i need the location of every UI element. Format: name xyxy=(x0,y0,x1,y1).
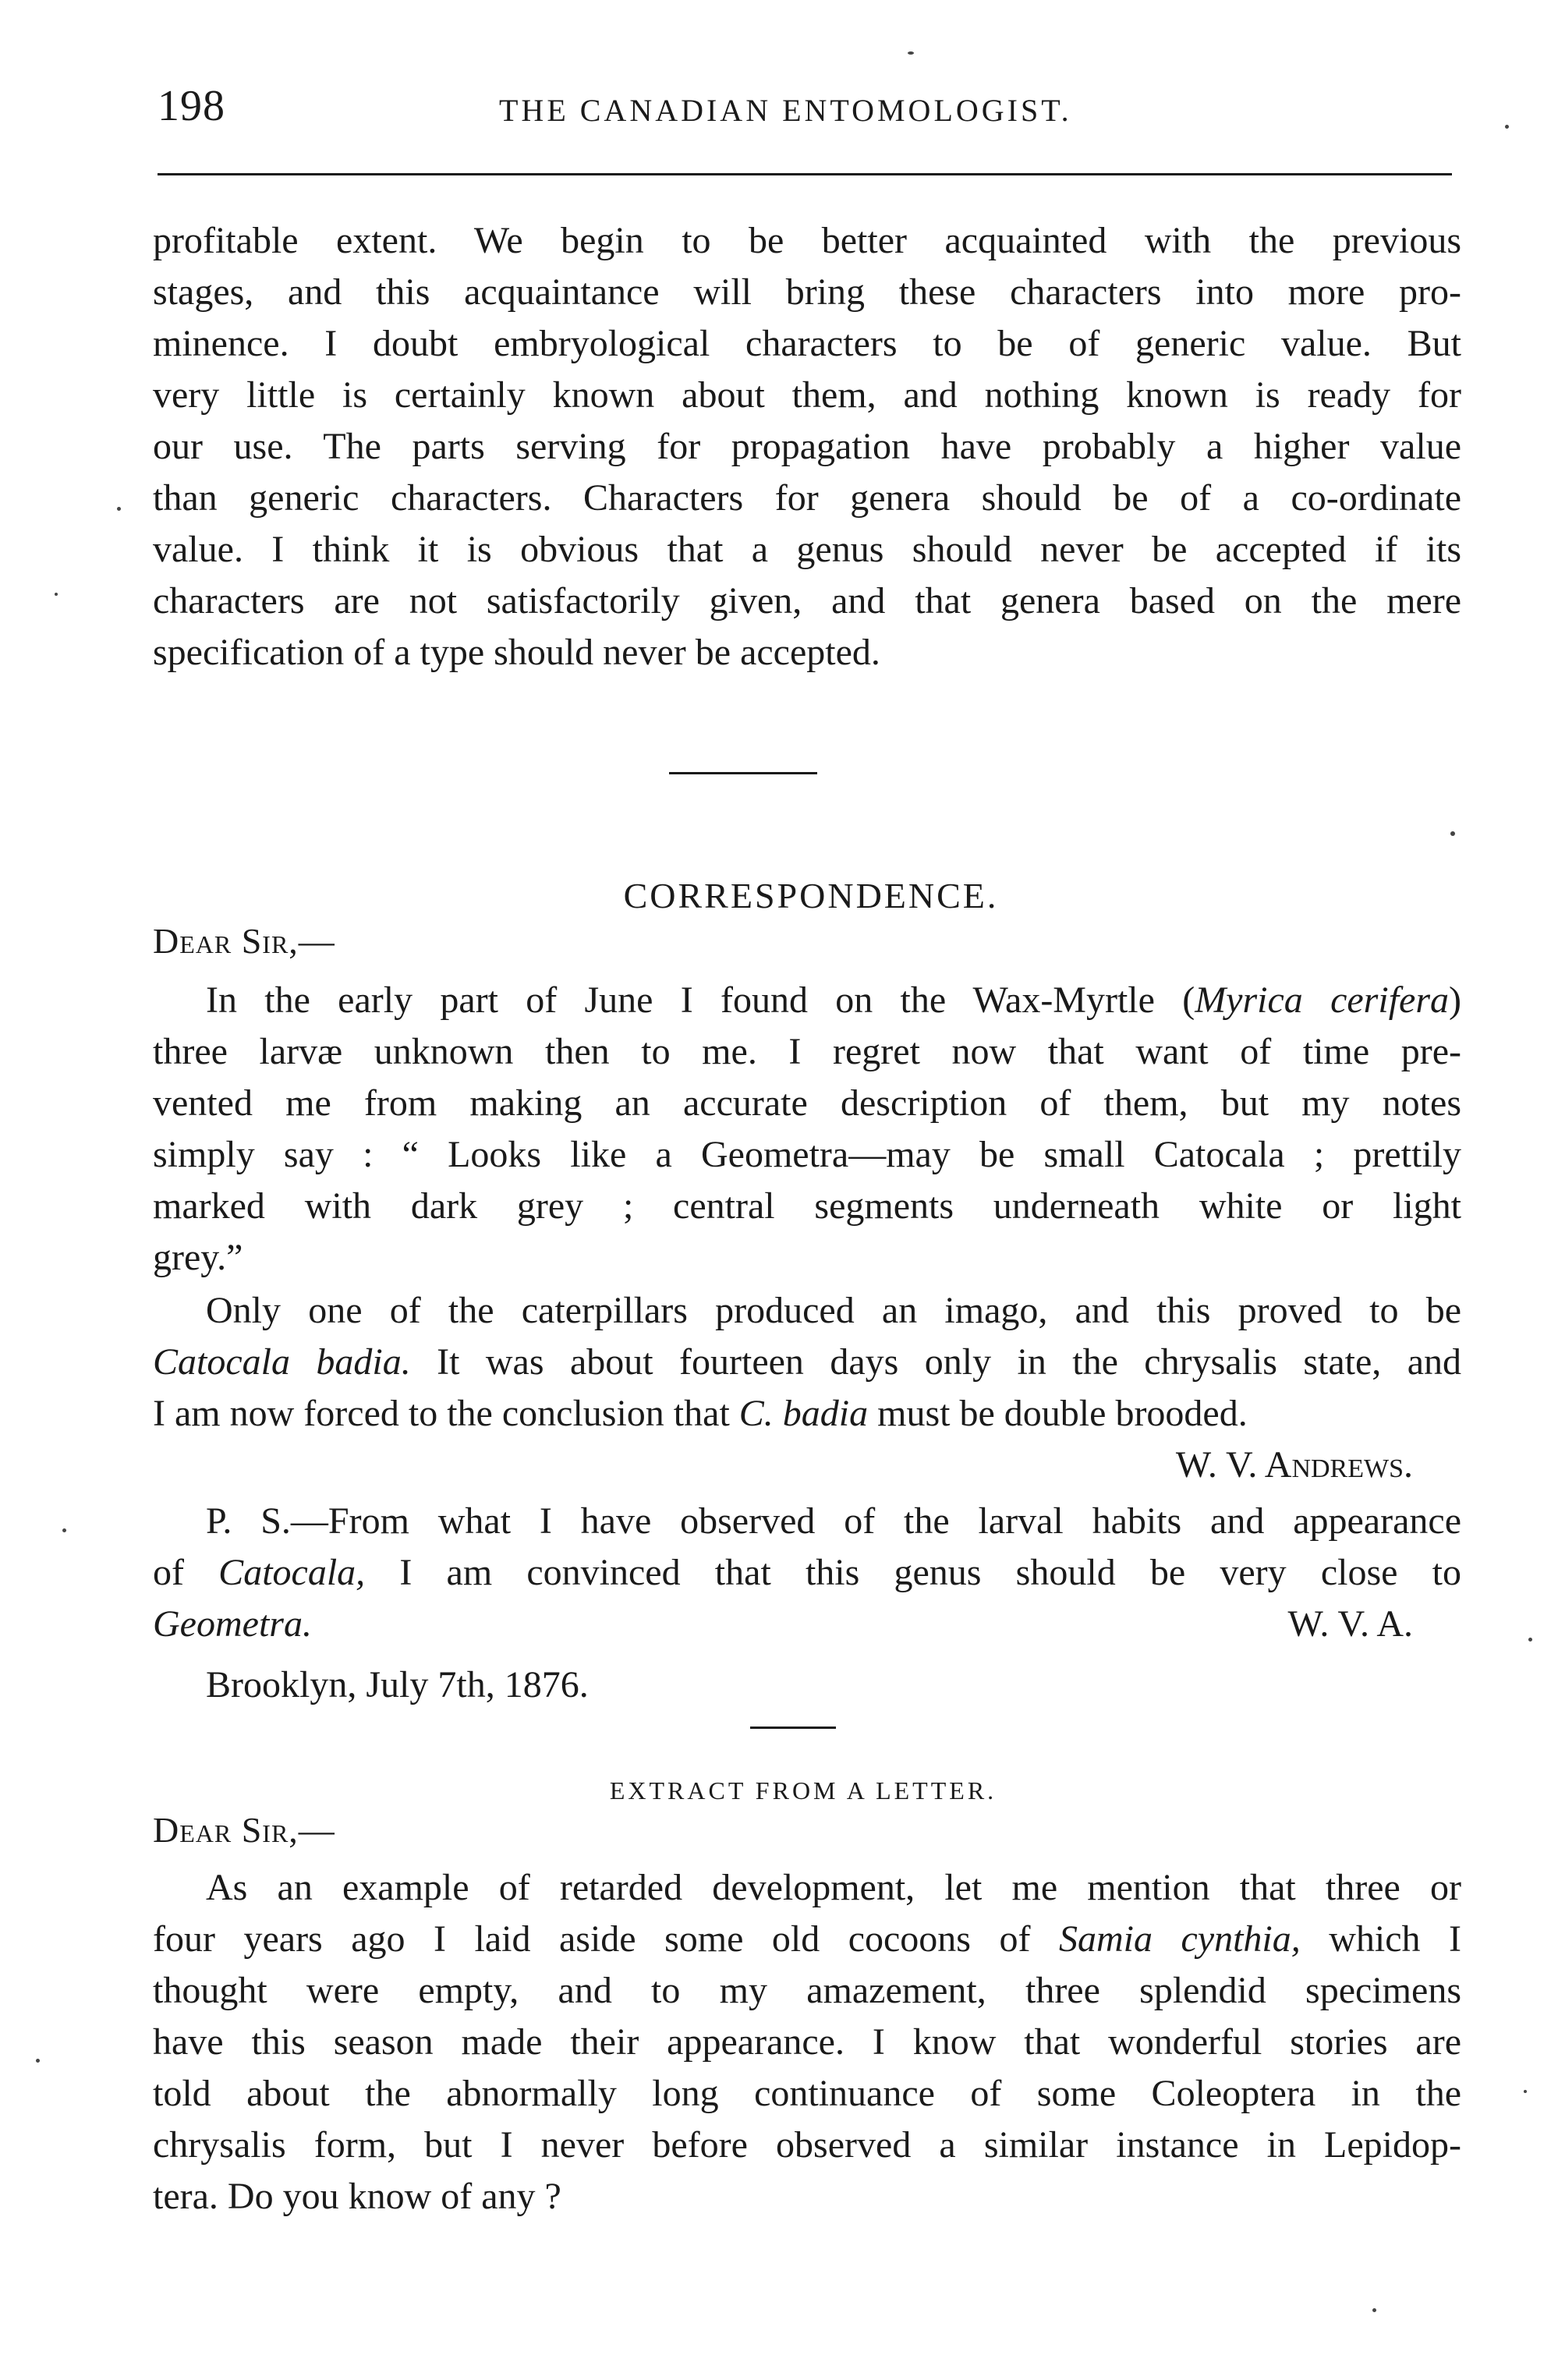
dateline: Brooklyn, July 7th, 1876. xyxy=(206,1664,589,1705)
scan-speck xyxy=(1528,1638,1532,1642)
salutation: Dear Sir,— xyxy=(153,1810,335,1850)
scan-speck xyxy=(117,507,121,511)
text-line: chrysalis form, but I never before observed a similar instance in Lepidop- xyxy=(153,2124,1461,2166)
text-line: tera. Do you know of any ? xyxy=(153,2176,561,2217)
text-line: stages, and this acquaintance will bring these characters into more pro- xyxy=(153,271,1461,313)
scan-speck xyxy=(908,51,914,55)
section-divider xyxy=(669,772,817,774)
text-line: specification of a type should never be accepted. xyxy=(153,632,880,673)
text-line: than generic characters. Characters for genera should be of a co-ordinate xyxy=(153,477,1461,519)
text-line: value. I think it is obvious that a genus should never be accepted if its xyxy=(153,529,1461,570)
signature: W. V. Andrews. xyxy=(1175,1444,1413,1486)
signature-initials: W. V. A. xyxy=(1287,1603,1413,1645)
text-line: characters are not satisfactorily given, and that genera based on the mere xyxy=(153,580,1461,622)
text-line: Catocala badia. It was about fourteen days only in the chrysalis state, and xyxy=(153,1341,1462,1383)
text-line: our use. The parts serving for propagation have probably a higher value xyxy=(153,426,1461,467)
text-line: four years ago I laid aside some old cocoons of Samia cynthia, which I xyxy=(153,1918,1462,1960)
text-line: minence. I doubt embryological characters to be of generic value. But xyxy=(153,323,1461,364)
text-line: of Catocala, I am convinced that this genus should be very close to xyxy=(153,1552,1461,1593)
text-line: vented me from making an accurate description of them, but my notes xyxy=(153,1082,1461,1124)
section-divider xyxy=(750,1727,836,1729)
scan-speck xyxy=(1372,2308,1376,2312)
extract-title: EXTRACT FROM A LETTER. xyxy=(609,1776,997,1804)
scan-speck xyxy=(36,2059,40,2063)
text-line: thought were empty, and to my amazement, three splendid specimens xyxy=(153,1970,1461,2011)
text-line: P. S.—From what I have observed of the larval habits and appearance xyxy=(206,1500,1461,1542)
text-line: three larvæ unknown then to me. I regret now that want of time pre- xyxy=(153,1031,1461,1072)
text-line: Geometra. xyxy=(153,1603,312,1645)
scan-speck xyxy=(62,1528,66,1532)
scan-speck xyxy=(1524,2090,1527,2093)
salutation: Dear Sir,— xyxy=(153,921,335,961)
text-line: In the early part of June I found on the Wax-Myrtle (Myrica cerifera) xyxy=(206,979,1461,1021)
text-line: marked with dark grey ; central segments underneath white or light xyxy=(153,1185,1461,1227)
text-line: grey.” xyxy=(153,1237,243,1278)
scan-speck xyxy=(55,593,58,596)
text-line: Only one of the caterpillars produced an imago, and this proved to be xyxy=(206,1290,1461,1331)
page-number: 198 xyxy=(158,82,225,130)
section-title: CORRESPONDENCE. xyxy=(623,876,999,916)
header-rule xyxy=(158,173,1452,175)
text-line: I am now forced to the conclusion that C. badia must be double brooded. xyxy=(153,1393,1248,1434)
scan-speck xyxy=(1450,831,1455,836)
text-line: profitable extent. We begin to be better acquainted with the previous xyxy=(153,220,1461,261)
running-title: THE CANADIAN ENTOMOLOGIST. xyxy=(499,93,1072,128)
text-line: simply say : “ Looks like a Geometra—may be small Catocala ; prettily xyxy=(153,1134,1461,1175)
text-line: told about the abnormally long continuance of some Coleoptera in the xyxy=(153,2073,1461,2114)
text-line: have this season made their appearance. I know that wonderful stories are xyxy=(153,2021,1461,2063)
text-line: very little is certainly known about them, and nothing known is ready for xyxy=(153,374,1461,416)
text-line: As an example of retarded development, let me mention that three or xyxy=(206,1867,1461,1908)
scan-speck xyxy=(1505,125,1509,129)
